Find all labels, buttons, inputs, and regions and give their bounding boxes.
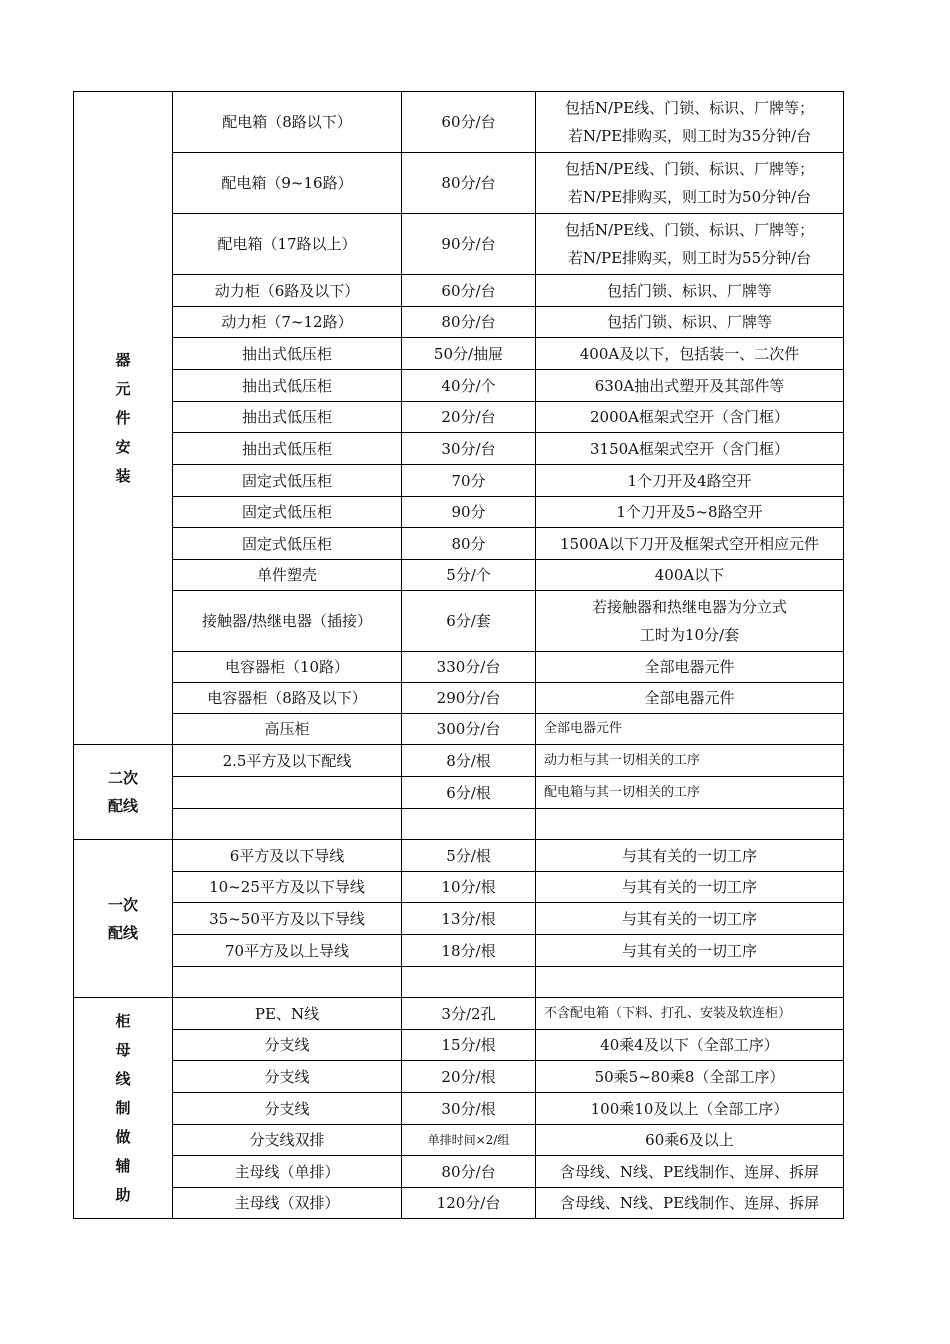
time-cell: 120分/台	[402, 1188, 536, 1219]
item-cell: 固定式低压柜	[173, 465, 402, 497]
table-row	[74, 528, 844, 560]
category-cell: 二次配线	[74, 745, 173, 840]
time-cell: 60分/台	[402, 275, 536, 307]
table-row	[74, 1156, 844, 1188]
time-cell: 6分/套	[402, 591, 536, 652]
item-cell: 2.5平方及以下配线	[173, 745, 402, 777]
note-cell: 1500A以下刀开及框架式空开相应元件	[536, 528, 844, 560]
table-row	[74, 840, 844, 872]
table-row	[74, 402, 844, 433]
time-cell: 50分/抽屉	[402, 338, 536, 370]
time-cell: 20分/台	[402, 402, 536, 433]
table-row	[74, 214, 844, 275]
note-cell: 包括N/PE线、门锁、标识、厂牌等； 若N/PE排购买，则工时为50分钟/台	[536, 153, 844, 214]
note-cell	[536, 967, 844, 998]
time-cell: 80分/台	[402, 153, 536, 214]
time-cell: 30分/台	[402, 433, 536, 465]
note-cell: 配电箱与其一切相关的工序	[536, 777, 844, 809]
category-cell: 一次配线	[74, 840, 173, 998]
table-row	[74, 153, 844, 214]
item-cell: 动力柜（6路及以下）	[173, 275, 402, 307]
item-cell: 接触器/热继电器（插接）	[173, 591, 402, 652]
time-cell: 80分/台	[402, 1156, 536, 1188]
table-row	[74, 903, 844, 935]
table-row	[74, 1188, 844, 1219]
table-row	[74, 809, 844, 840]
item-cell: 主母线（单排）	[173, 1156, 402, 1188]
item-cell	[173, 777, 402, 809]
note-cell: 全部电器元件	[536, 714, 844, 745]
time-cell: 60分/台	[402, 92, 536, 153]
note-cell: 包括门锁、标识、厂牌等	[536, 275, 844, 307]
time-cell: 300分/台	[402, 714, 536, 745]
table-row	[74, 497, 844, 528]
item-cell: 抽出式低压柜	[173, 402, 402, 433]
time-cell: 80分/台	[402, 307, 536, 338]
time-cell: 290分/台	[402, 683, 536, 714]
note-cell: 40乘4及以下（全部工序）	[536, 1030, 844, 1061]
note-cell: 400A及以下，包括装一、二次件	[536, 338, 844, 370]
note-cell: 与其有关的一切工序	[536, 872, 844, 903]
item-cell: 固定式低压柜	[173, 497, 402, 528]
time-cell: 3分/2孔	[402, 998, 536, 1030]
item-cell: 分支线	[173, 1093, 402, 1125]
item-cell: 动力柜（7~12路）	[173, 307, 402, 338]
time-cell: 90分/台	[402, 214, 536, 275]
table-row	[74, 1061, 844, 1093]
table-row	[74, 745, 844, 777]
time-cell: 330分/台	[402, 652, 536, 683]
note-cell: 包括N/PE线、门锁、标识、厂牌等； 若N/PE排购买，则工时为35分钟/台	[536, 92, 844, 153]
item-cell: 电容器柜（10路）	[173, 652, 402, 683]
table-row	[74, 714, 844, 745]
note-cell: 2000A框架式空开（含门框）	[536, 402, 844, 433]
item-cell: 配电箱（17路以上）	[173, 214, 402, 275]
time-cell: 70分	[402, 465, 536, 497]
note-cell: 50乘5~80乘8（全部工序）	[536, 1061, 844, 1093]
note-cell: 含母线、N线、PE线制作、连屏、拆屏	[536, 1188, 844, 1219]
time-cell: 单排时间×2/组	[402, 1125, 536, 1156]
time-cell: 80分	[402, 528, 536, 560]
category-cell: 器元件安装	[74, 92, 173, 745]
table-row	[74, 1093, 844, 1125]
item-cell: 配电箱（8路以下）	[173, 92, 402, 153]
item-cell: 分支线	[173, 1030, 402, 1061]
note-cell: 60乘6及以上	[536, 1125, 844, 1156]
note-cell: 包括门锁、标识、厂牌等	[536, 307, 844, 338]
item-cell	[173, 809, 402, 840]
table-row	[74, 872, 844, 903]
item-cell: 高压柜	[173, 714, 402, 745]
table-row	[74, 92, 844, 153]
note-cell: 1个刀开及5~8路空开	[536, 497, 844, 528]
table-row	[74, 998, 844, 1030]
item-cell: 抽出式低压柜	[173, 338, 402, 370]
category-cell: 柜母线制做辅助	[74, 998, 173, 1219]
table-row	[74, 465, 844, 497]
table-row	[74, 1125, 844, 1156]
time-cell: 5分/个	[402, 560, 536, 591]
item-cell: 单件塑壳	[173, 560, 402, 591]
note-cell: 与其有关的一切工序	[536, 903, 844, 935]
table-row	[74, 338, 844, 370]
time-cell	[402, 967, 536, 998]
note-cell: 630A抽出式塑开及其部件等	[536, 370, 844, 402]
note-cell: 动力柜与其一切相关的工序	[536, 745, 844, 777]
item-cell: 抽出式低压柜	[173, 433, 402, 465]
table-row	[74, 307, 844, 338]
time-cell: 10分/根	[402, 872, 536, 903]
time-cell: 40分/个	[402, 370, 536, 402]
table-row	[74, 560, 844, 591]
time-cell: 20分/根	[402, 1061, 536, 1093]
table-row	[74, 967, 844, 998]
time-cell: 5分/根	[402, 840, 536, 872]
time-cell: 6分/根	[402, 777, 536, 809]
work-hour-table	[73, 91, 844, 1219]
note-cell: 不含配电箱（下料、打孔、安装及软连柜）	[536, 998, 844, 1030]
time-cell: 30分/根	[402, 1093, 536, 1125]
item-cell: 10~25平方及以下导线	[173, 872, 402, 903]
item-cell: PE、N线	[173, 998, 402, 1030]
table-row	[74, 370, 844, 402]
item-cell: 配电箱（9~16路）	[173, 153, 402, 214]
time-cell: 13分/根	[402, 903, 536, 935]
item-cell: 分支线	[173, 1061, 402, 1093]
time-cell	[402, 809, 536, 840]
item-cell: 抽出式低压柜	[173, 370, 402, 402]
note-cell: 包括N/PE线、门锁、标识、厂牌等； 若N/PE排购买，则工时为55分钟/台	[536, 214, 844, 275]
note-cell: 含母线、N线、PE线制作、连屏、拆屏	[536, 1156, 844, 1188]
note-cell: 1个刀开及4路空开	[536, 465, 844, 497]
note-cell: 与其有关的一切工序	[536, 935, 844, 967]
time-cell: 18分/根	[402, 935, 536, 967]
note-cell: 100乘10及以上（全部工序）	[536, 1093, 844, 1125]
note-cell: 若接触器和热继电器为分立式 工时为10分/套	[536, 591, 844, 652]
item-cell: 6平方及以下导线	[173, 840, 402, 872]
table-row	[74, 591, 844, 652]
table-row	[74, 1030, 844, 1061]
note-cell: 全部电器元件	[536, 652, 844, 683]
item-cell: 70平方及以上导线	[173, 935, 402, 967]
time-cell: 90分	[402, 497, 536, 528]
item-cell: 主母线（双排）	[173, 1188, 402, 1219]
time-cell: 8分/根	[402, 745, 536, 777]
note-cell: 全部电器元件	[536, 683, 844, 714]
table-row	[74, 652, 844, 683]
table-row	[74, 433, 844, 465]
table-row	[74, 935, 844, 967]
item-cell: 固定式低压柜	[173, 528, 402, 560]
item-cell	[173, 967, 402, 998]
note-cell: 与其有关的一切工序	[536, 840, 844, 872]
note-cell: 400A以下	[536, 560, 844, 591]
time-cell: 15分/根	[402, 1030, 536, 1061]
item-cell: 35~50平方及以下导线	[173, 903, 402, 935]
table-row	[74, 683, 844, 714]
table-row	[74, 275, 844, 307]
item-cell: 分支线双排	[173, 1125, 402, 1156]
work-hour-table-page	[73, 91, 844, 1219]
note-cell	[536, 809, 844, 840]
item-cell: 电容器柜（8路及以下）	[173, 683, 402, 714]
table-row	[74, 777, 844, 809]
note-cell: 3150A框架式空开（含门框）	[536, 433, 844, 465]
